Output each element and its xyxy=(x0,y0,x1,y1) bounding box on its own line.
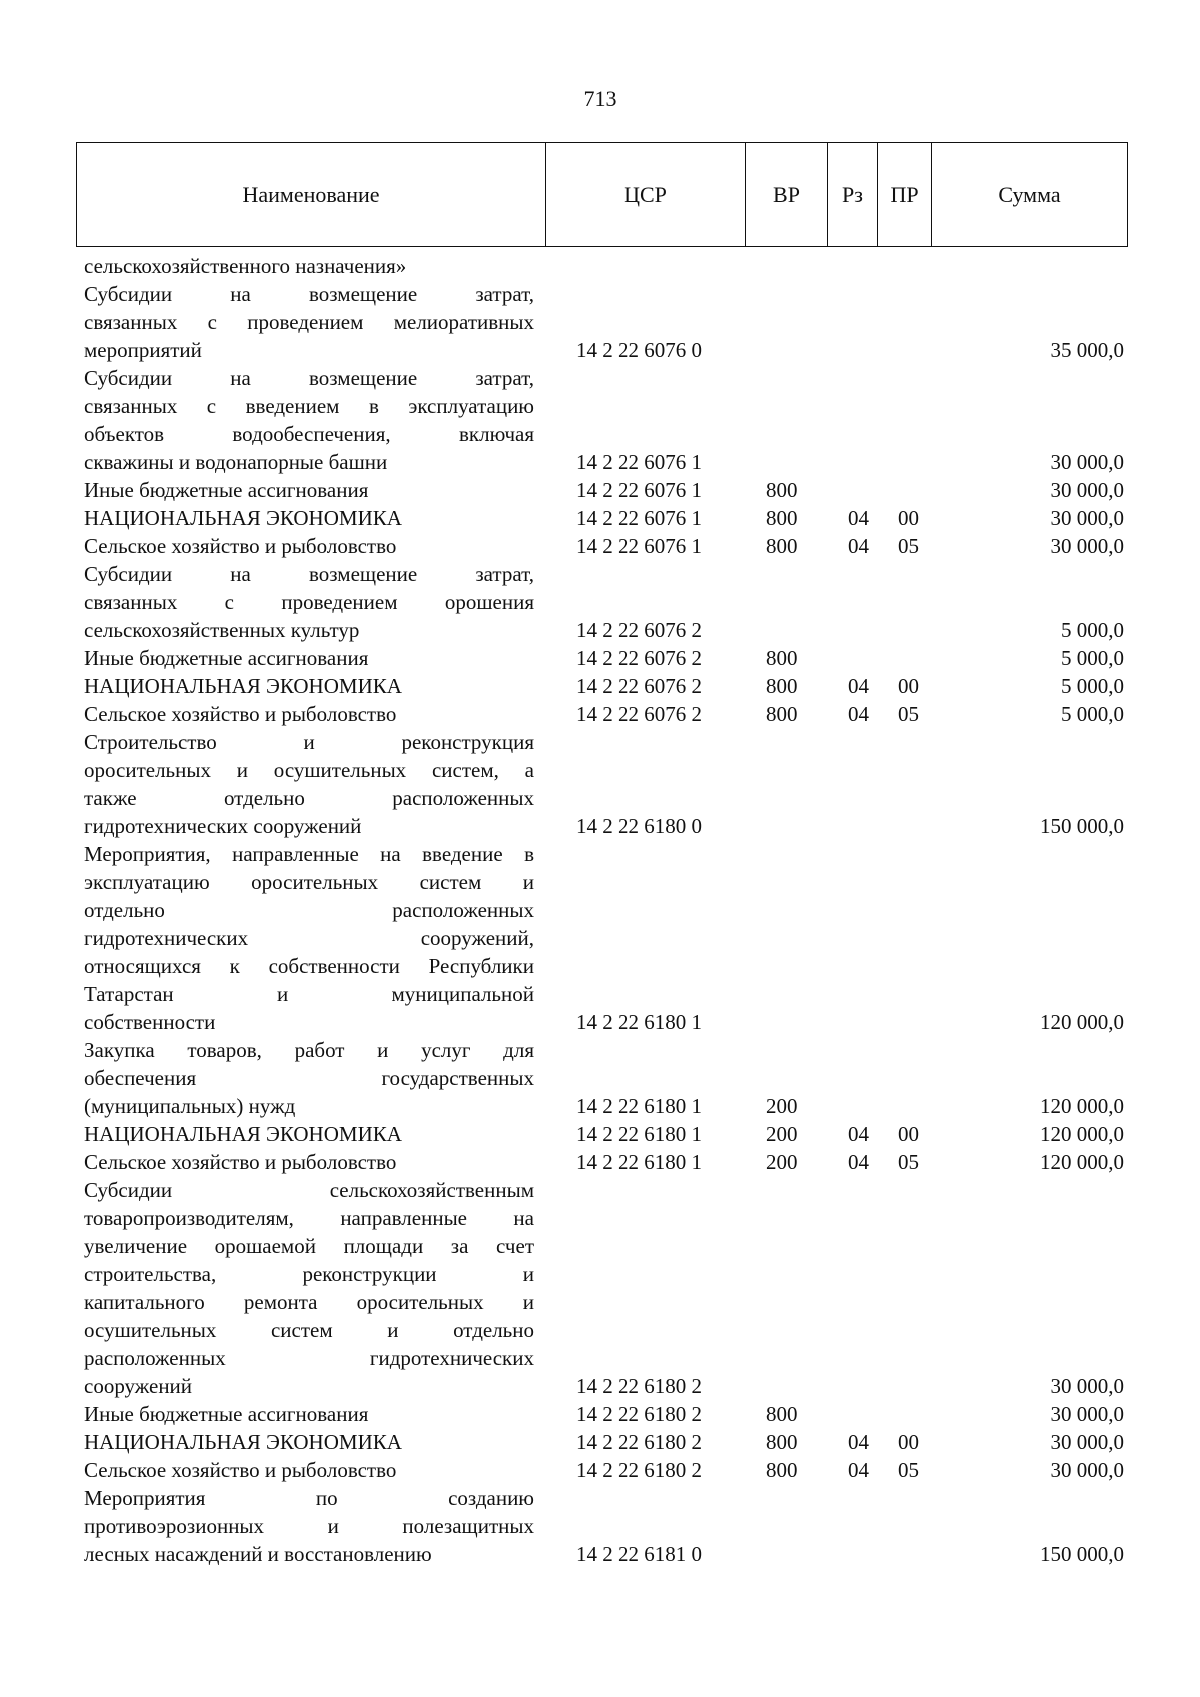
row-name-line: НАЦИОНАЛЬНАЯ ЭКОНОМИКА xyxy=(84,674,402,698)
row-name-line: лесных насаждений и восстановлению xyxy=(84,1542,432,1566)
table-row xyxy=(84,644,1124,672)
row-rz: 04 xyxy=(848,1150,869,1174)
row-name-line: Татарстан и муниципальной xyxy=(84,982,534,1006)
row-sum: 5 000,0 xyxy=(1061,646,1124,670)
row-sum: 30 000,0 xyxy=(1050,478,1124,502)
row-rz: 04 xyxy=(848,506,869,530)
row-name-line: Иные бюджетные ассигнования xyxy=(84,646,369,670)
row-vr: 800 xyxy=(766,1430,798,1454)
row-csr: 14 2 22 6180 1 xyxy=(576,1122,702,1146)
row-name-line: Закупка товаров, работ и услуг для xyxy=(84,1038,534,1062)
row-rz: 04 xyxy=(848,702,869,726)
row-name-line: оросительных и осушительных систем, а xyxy=(84,758,534,782)
row-name xyxy=(84,700,534,728)
row-name xyxy=(84,504,534,532)
table-row xyxy=(84,504,1124,532)
table-row xyxy=(84,1036,1124,1120)
page-number: 713 xyxy=(583,86,617,111)
row-name-line: Сельское хозяйство и рыболовство xyxy=(84,1458,397,1482)
row-rz: 04 xyxy=(848,1122,869,1146)
row-vr: 800 xyxy=(766,1458,798,1482)
header-csr: ЦСР xyxy=(546,143,746,246)
row-sum: 5 000,0 xyxy=(1061,702,1124,726)
row-name-line: Строительство и реконструкция xyxy=(84,730,534,754)
table-row xyxy=(84,1176,1124,1400)
row-name-line: сооружений xyxy=(84,1374,193,1398)
table-header xyxy=(76,142,1128,247)
row-name-line: расположенных гидротехнических xyxy=(84,1346,534,1370)
row-name xyxy=(84,672,534,700)
table-row xyxy=(84,1428,1124,1456)
row-name-line: осушительных систем и отдельно xyxy=(84,1318,534,1342)
row-csr: 14 2 22 6076 2 xyxy=(576,646,702,670)
row-name xyxy=(84,364,534,476)
row-name xyxy=(84,1456,534,1484)
row-name-line: Мероприятия, направленные на введение в xyxy=(84,842,534,866)
row-sum: 5 000,0 xyxy=(1061,618,1124,642)
row-csr: 14 2 22 6180 2 xyxy=(576,1374,702,1398)
row-csr: 14 2 22 6076 0 xyxy=(576,338,702,362)
table-row xyxy=(84,560,1124,644)
row-name xyxy=(84,1428,534,1456)
row-name-line: Субсидии на возмещение затрат, xyxy=(84,562,534,586)
row-name xyxy=(84,1176,534,1400)
header-rz: Рз xyxy=(828,143,878,246)
table-row xyxy=(84,700,1124,728)
row-name-line: связанных с проведением мелиоративных xyxy=(84,310,534,334)
header-vr: ВР xyxy=(746,143,828,246)
table-row xyxy=(84,1400,1124,1428)
row-rz: 04 xyxy=(848,674,869,698)
table-row xyxy=(84,1456,1124,1484)
row-vr: 800 xyxy=(766,1402,798,1426)
row-vr: 800 xyxy=(766,702,798,726)
row-name-line: Субсидии на возмещение затрат, xyxy=(84,282,534,306)
row-sum: 120 000,0 xyxy=(1040,1150,1124,1174)
row-vr: 800 xyxy=(766,534,798,558)
row-vr: 800 xyxy=(766,674,798,698)
row-csr: 14 2 22 6180 2 xyxy=(576,1402,702,1426)
row-name xyxy=(84,1484,534,1568)
table-row xyxy=(84,1120,1124,1148)
row-pr: 05 xyxy=(898,1458,919,1482)
row-sum: 30 000,0 xyxy=(1050,1458,1124,1482)
row-name xyxy=(84,1400,534,1428)
row-csr: 14 2 22 6076 2 xyxy=(576,674,702,698)
row-name-line: объектов водообеспечения, включая xyxy=(84,422,534,446)
table-body xyxy=(84,252,1124,1568)
row-name-line: отдельно расположенных xyxy=(84,898,534,922)
row-rz: 04 xyxy=(848,1430,869,1454)
row-sum: 30 000,0 xyxy=(1050,1430,1124,1454)
row-name xyxy=(84,644,534,672)
row-name-line: Сельское хозяйство и рыболовство xyxy=(84,702,397,726)
row-csr: 14 2 22 6181 0 xyxy=(576,1542,702,1566)
row-name-line: Иные бюджетные ассигнования xyxy=(84,478,369,502)
row-csr: 14 2 22 6180 1 xyxy=(576,1150,702,1174)
row-csr: 14 2 22 6076 1 xyxy=(576,506,702,530)
row-name-line: НАЦИОНАЛЬНАЯ ЭКОНОМИКА xyxy=(84,1430,402,1454)
row-name-line: Мероприятия по созданию xyxy=(84,1486,534,1510)
row-vr: 200 xyxy=(766,1122,798,1146)
row-name-line: мероприятий xyxy=(84,338,202,362)
row-sum: 30 000,0 xyxy=(1050,1374,1124,1398)
row-sum: 150 000,0 xyxy=(1040,814,1124,838)
row-sum: 30 000,0 xyxy=(1050,1402,1124,1426)
row-name-line: Сельское хозяйство и рыболовство xyxy=(84,1150,397,1174)
row-name-line: Субсидии на возмещение затрат, xyxy=(84,366,534,390)
header-pr: ПР xyxy=(878,143,932,246)
row-csr: 14 2 22 6180 0 xyxy=(576,814,702,838)
row-sum: 35 000,0 xyxy=(1050,338,1124,362)
row-csr: 14 2 22 6180 2 xyxy=(576,1458,702,1482)
row-vr: 200 xyxy=(766,1094,798,1118)
header-name: Наименование xyxy=(77,143,546,246)
row-csr: 14 2 22 6076 1 xyxy=(576,534,702,558)
row-rz: 04 xyxy=(848,534,869,558)
row-csr: 14 2 22 6180 1 xyxy=(576,1010,702,1034)
row-pr: 00 xyxy=(898,1430,919,1454)
row-csr: 14 2 22 6076 2 xyxy=(576,702,702,726)
row-name-line: Субсидии сельскохозяйственным xyxy=(84,1178,534,1202)
row-pr: 05 xyxy=(898,534,919,558)
row-name xyxy=(84,252,534,280)
table-row xyxy=(84,1148,1124,1176)
row-name-line: НАЦИОНАЛЬНАЯ ЭКОНОМИКА xyxy=(84,1122,402,1146)
row-name xyxy=(84,1036,534,1120)
row-pr: 05 xyxy=(898,1150,919,1174)
row-pr: 00 xyxy=(898,1122,919,1146)
row-name-line: (муниципальных) нужд xyxy=(84,1094,296,1118)
row-pr: 00 xyxy=(898,674,919,698)
table-row xyxy=(84,672,1124,700)
table-row xyxy=(84,728,1124,840)
row-name-line: противоэрозионных и полезащитных xyxy=(84,1514,534,1538)
row-name-line: Иные бюджетные ассигнования xyxy=(84,1402,369,1426)
row-name-line: НАЦИОНАЛЬНАЯ ЭКОНОМИКА xyxy=(84,506,402,530)
row-vr: 800 xyxy=(766,646,798,670)
row-name-line: собственности xyxy=(84,1010,216,1034)
table-row xyxy=(84,252,1124,280)
row-name-line: Сельское хозяйство и рыболовство xyxy=(84,534,397,558)
row-name xyxy=(84,728,534,840)
row-name-line: товаропроизводителям, направленные на xyxy=(84,1206,534,1230)
row-rz: 04 xyxy=(848,1458,869,1482)
table-row xyxy=(84,364,1124,476)
table-row xyxy=(84,280,1124,364)
row-csr: 14 2 22 6180 1 xyxy=(576,1094,702,1118)
row-name xyxy=(84,560,534,644)
row-name-line: также отдельно расположенных xyxy=(84,786,534,810)
row-name-line: относящихся к собственности Республики xyxy=(84,954,534,978)
row-name-line: связанных с проведением орошения xyxy=(84,590,534,614)
header-sum: Сумма xyxy=(998,181,1061,207)
row-csr: 14 2 22 6076 1 xyxy=(576,478,702,502)
row-sum: 120 000,0 xyxy=(1040,1094,1124,1118)
row-sum: 30 000,0 xyxy=(1050,450,1124,474)
row-sum: 30 000,0 xyxy=(1050,534,1124,558)
row-sum: 5 000,0 xyxy=(1061,674,1124,698)
row-name-line: гидротехнических сооружений xyxy=(84,814,362,838)
row-pr: 00 xyxy=(898,506,919,530)
row-name-line: скважины и водонапорные башни xyxy=(84,450,388,474)
row-name xyxy=(84,532,534,560)
table-row xyxy=(84,840,1124,1036)
row-sum: 30 000,0 xyxy=(1050,506,1124,530)
table-row xyxy=(84,532,1124,560)
row-name xyxy=(84,476,534,504)
row-vr: 800 xyxy=(766,506,798,530)
row-name xyxy=(84,280,534,364)
row-name xyxy=(84,1148,534,1176)
row-vr: 800 xyxy=(766,478,798,502)
row-name-line: капитального ремонта оросительных и xyxy=(84,1290,534,1314)
row-sum: 120 000,0 xyxy=(1040,1122,1124,1146)
row-name xyxy=(84,840,534,1036)
table-row xyxy=(84,1484,1124,1568)
row-name-line: сельскохозяйственных культур xyxy=(84,618,360,642)
row-name-line: строительства, реконструкции и xyxy=(84,1262,534,1286)
table-row xyxy=(84,476,1124,504)
row-pr: 05 xyxy=(898,702,919,726)
row-name-line: обеспечения государственных xyxy=(84,1066,534,1090)
row-name-line: эксплуатацию оросительных систем и xyxy=(84,870,534,894)
row-name-line: увеличение орошаемой площади за счет xyxy=(84,1234,534,1258)
row-sum: 120 000,0 xyxy=(1040,1010,1124,1034)
row-csr: 14 2 22 6076 2 xyxy=(576,618,702,642)
row-name-line: гидротехнических сооружений, xyxy=(84,926,534,950)
row-sum: 150 000,0 xyxy=(1040,1542,1124,1566)
row-name-line: связанных с введением в эксплуатацию xyxy=(84,394,534,418)
row-name xyxy=(84,1120,534,1148)
row-csr: 14 2 22 6180 2 xyxy=(576,1430,702,1454)
row-vr: 200 xyxy=(766,1150,798,1174)
row-csr: 14 2 22 6076 1 xyxy=(576,450,702,474)
row-name-line: сельскохозяйственного назначения» xyxy=(84,254,407,278)
